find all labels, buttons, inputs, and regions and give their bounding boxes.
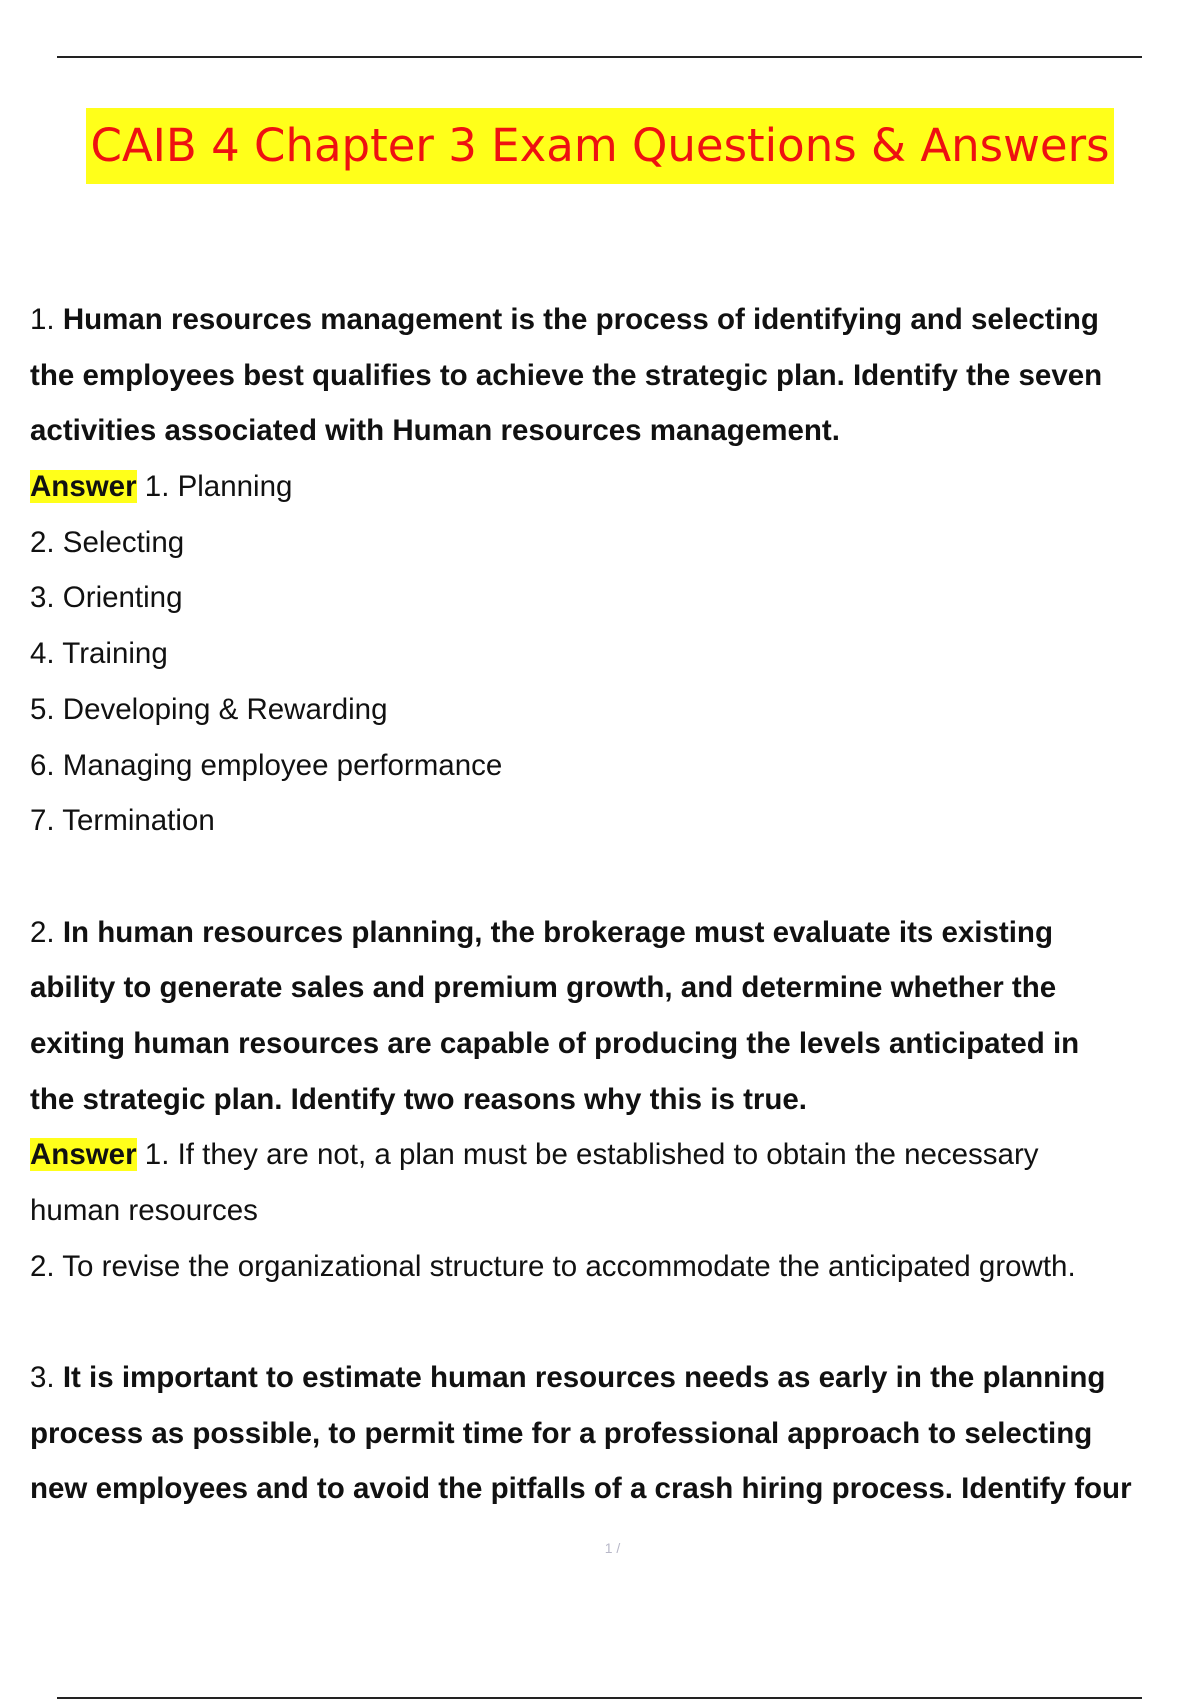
question-3-number: 3. [30,1361,55,1395]
answer-2-text: 1. If they are not, a plan must be established to obtain the necessary [144,1138,1039,1172]
page-number: 1 / [604,1540,621,1556]
answer-2-line-2: human resources [30,1194,258,1227]
question-3-text: It is important to estimate human resources needs as early in the planning [62,1361,1106,1395]
top-rule [57,56,1142,58]
question-2-line-4: the strategic plan. Identify two reasons why this is true. [30,1082,807,1116]
title-container [0,108,1200,184]
answer-2-line-3: 2. To revise the organizational structure to accommodate the anticipated growth. [30,1249,1076,1283]
bottom-rule [57,1697,1142,1699]
question-2-line-3: exiting human resources are capable of producing the levels anticipated in [30,1026,1080,1060]
answer-1-text: 1. Planning [144,470,293,504]
question-2-text: In human resources planning, the brokerage must evaluate its existing [62,915,1053,949]
answer-1-line-2: 2. Selecting [30,525,185,559]
answer-1-line-4: 4. Training [30,637,168,671]
question-2-number: 2. [30,915,55,949]
question-1-text: Human resources management is the process of identifying and selecting [62,303,1099,336]
question-1-line-2: the employees best qualifies to achieve the strategic plan. Identify the seven [30,358,1103,392]
question-2-line-2: ability to generate sales and premium growth, and determine whether the [30,971,1057,1005]
question-1-number: 1. [30,303,55,336]
document-body [30,292,1195,1517]
question-1-line-3: activities associated with Human resources management. [30,414,840,448]
question-1-line-1 [30,292,1195,348]
section-gap [30,1294,1195,1350]
answer-1-line-5: 5. Developing & Rewarding [30,692,388,726]
question-3-line-1 [30,1350,1195,1406]
question-3-line-3: new employees and to avoid the pitfalls of a crash hiring process. Identify four [30,1472,1132,1506]
answer-1-line-1 [30,459,1195,515]
answer-label: Answer [30,470,137,504]
question-2-line-1 [30,905,1195,961]
answer-label: Answer [30,1138,137,1172]
answer-1-line-6: 6. Managing employee performance [30,748,503,782]
answer-1-line-7: 7. Termination [30,804,215,838]
answer-2-line-1 [30,1127,1195,1183]
section-gap [30,849,1195,905]
question-3-line-2: process as possible, to permit time for a professional approach to selecting [30,1416,1093,1450]
document-title: CAIB 4 Chapter 3 Exam Questions & Answers [86,108,1113,184]
answer-1-line-3: 3. Orienting [30,581,183,615]
